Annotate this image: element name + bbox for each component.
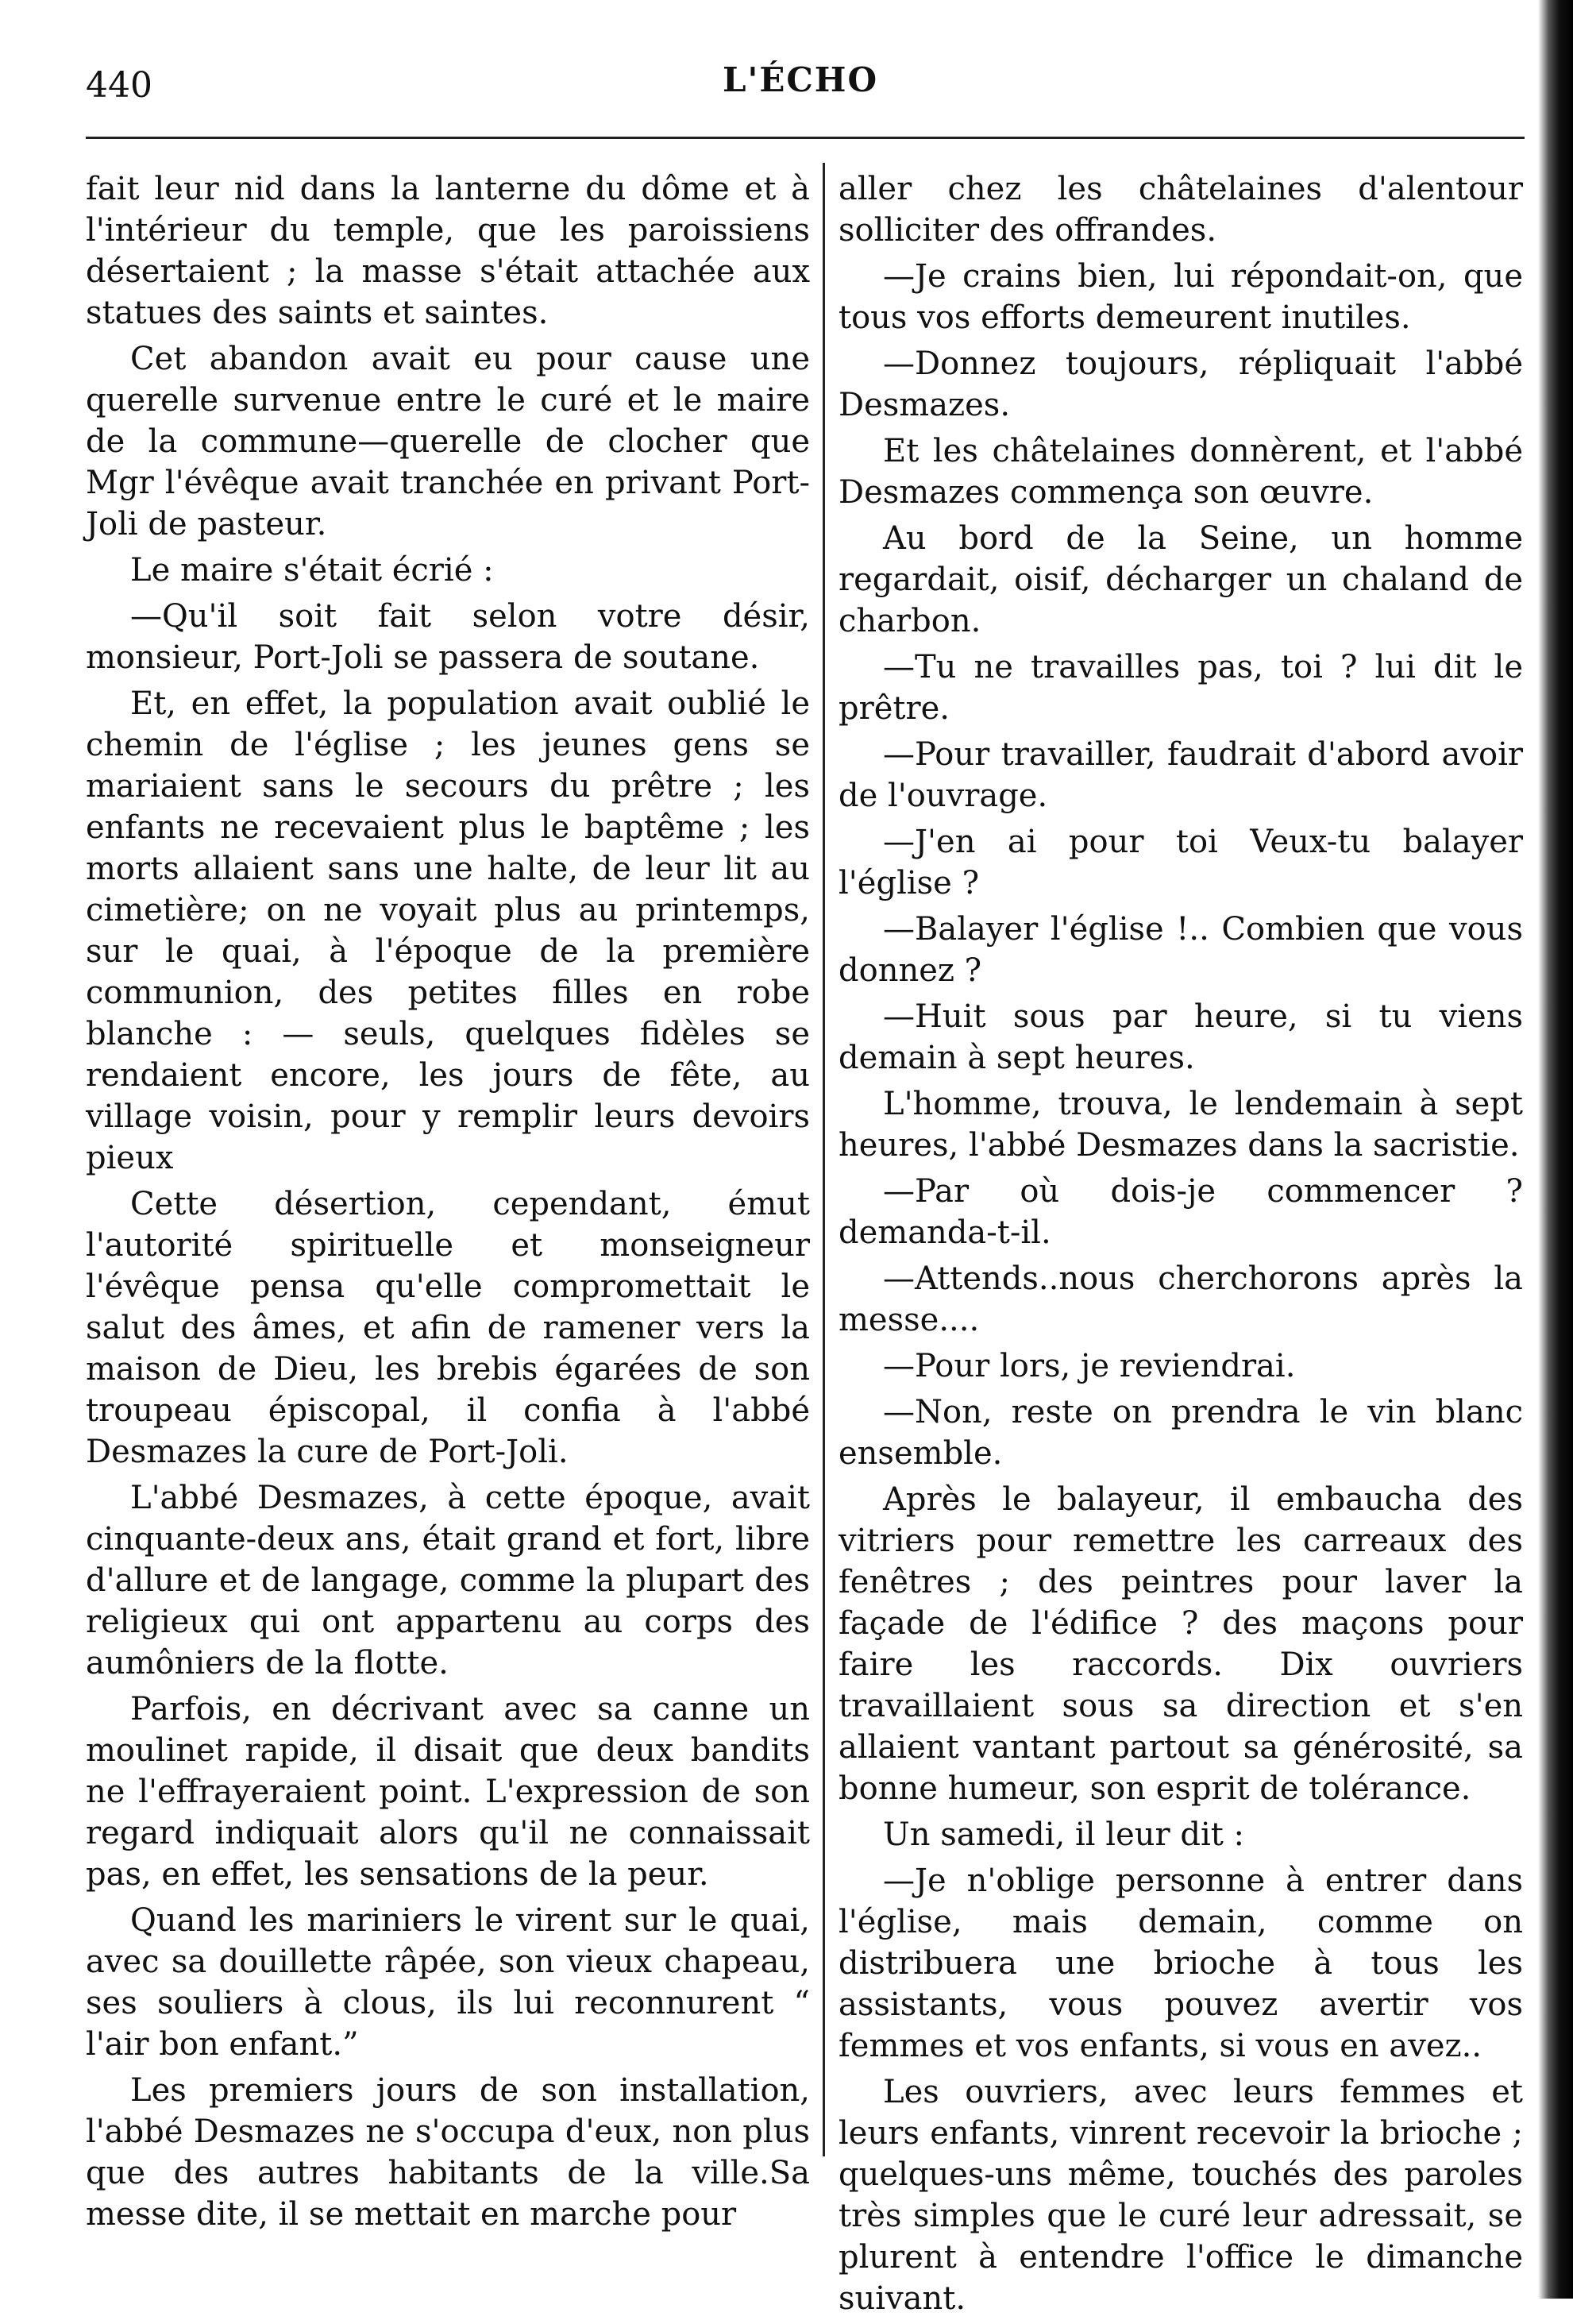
page-number: 440 <box>86 65 152 106</box>
paragraph: —Qu'il soit fait selon votre désir, monsieur, Port-Joli se passera de soutane. <box>86 598 810 676</box>
paragraph: —Donnez toujours, répliquait l'abbé Desmazes. <box>839 346 1523 423</box>
page-header <box>86 57 1515 113</box>
paragraph: —Je n'oblige personne à entrer dans l'église, mais demain, comme on distribuera une brioche à tous les assistants, vous pouvez avertir vos femmes et vos enfants, si vous en avez.. <box>839 1863 1523 2064</box>
paragraph: L'abbé Desmazes, à cette époque, avait cinquante-deux ans, était grand et fort, libre d'allure et de langage, comme la plupart des religieux qui ont appartenu au corps des aumôniers de la flotte. <box>86 1480 810 1681</box>
column-divider <box>823 163 825 2156</box>
paragraph: —Balayer l'église !.. Combien que vous donnez ? <box>839 911 1523 989</box>
paragraph: Au bord de la Seine, un homme regardait, oisif, décharger un chaland de charbon. <box>839 520 1523 639</box>
running-title: L'ÉCHO <box>722 60 879 99</box>
paragraph: L'homme, trouva, le lendemain à sept heures, l'abbé Desmazes dans la sacristie. <box>839 1086 1523 1164</box>
right-column <box>839 168 1523 2324</box>
paragraph: —Pour travailler, faudrait d'abord avoir de l'ouvrage. <box>839 736 1523 814</box>
paragraph: —Par où dois-je commencer ? demanda-t-il. <box>839 1173 1523 1251</box>
left-column <box>86 168 810 2240</box>
paragraph: —Je crains bien, lui répondait-on, que tous vos efforts demeurent inutiles. <box>839 258 1523 336</box>
paragraph: —Pour lors, je reviendrai. <box>883 1348 1296 1384</box>
paragraph: —Attends..nous cherchorons après la messe.... <box>839 1260 1523 1338</box>
paragraph: Parfois, en décrivant avec sa canne un moulinet rapide, il disait que deux bandits ne l'effrayeraient point. L'expression de son regard indiquait alors qu'il ne connaissait pas, en effet, les sensations de la peur. <box>86 1691 810 1893</box>
paragraph: aller chez les châtelaines d'alentour solliciter des offrandes. <box>839 171 1523 249</box>
paragraph: Cet abandon avait eu pour cause une querelle survenue entre le curé et le maire de la commune—querelle de clocher que Mgr l'évêque avait tranchée en privant Port-Joli de pasteur. <box>86 341 810 542</box>
paragraph: Quand les mariniers le virent sur le quai, avec sa douillette râpée, son vieux chapeau, ses souliers à clous, ils lui reconnurent “ l'air bon enfant.” <box>86 1902 810 2063</box>
paragraph: Les premiers jours de son installation, l'abbé Desmazes ne s'occupa d'eux, non plus que des autres habitants de la ville.Sa messe dite, il se mettait en marche pour <box>86 2072 810 2233</box>
paragraph: Un samedi, il leur dit : <box>883 1816 1245 1853</box>
paragraph: Les ouvriers, avec leurs femmes et leurs enfants, vinrent recevoir la brioche ; quelques-uns même, touchés des paroles très simples que le curé leur adressait, se plurent à entendre l'office le dimanche suivant. <box>839 2074 1523 2317</box>
paragraph: —J'en ai pour toi Veux-tu balayer l'église ? <box>839 824 1523 901</box>
paragraph: Le maire s'était écrié : <box>130 552 494 589</box>
paragraph: Après le balayeur, il embaucha des vitriers pour remettre les carreaux des fenêtres ; des peintres pour laver la façade de l'édifice ? des maçons pour faire les raccords. Dix ouvriers travaillaient sous sa direction et s'en allaient vantant partout sa générosité, sa bonne humeur, son esprit de tolérance. <box>839 1481 1523 1807</box>
paragraph: Cette désertion, cependant, émut l'autorité spirituelle et monseigneur l'évêque pensa qu'elle compromettait le salut des âmes, et afin de ramener vers la maison de Dieu, les brebis égarées de son troupeau épiscopal, il confia à l'abbé Desmazes la cure de Port-Joli. <box>86 1186 810 1470</box>
header-rule <box>86 137 1525 139</box>
paragraph: —Non, reste on prendra le vin blanc ensemble. <box>839 1394 1523 1472</box>
paragraph: fait leur nid dans la lanterne du dôme et à l'intérieur du temple, que les paroissiens désertaient ; la masse s'était attachée aux statues des saints et saintes. <box>86 171 810 331</box>
paragraph: Et, en effet, la population avait oublié le chemin de l'église ; les jeunes gens se mariaient sans le secours du prêtre ; les enfants ne recevaient plus le baptême ; les morts allaient sans une halte, de leur lit au cimetière; on ne voyait plus au printemps, sur le quai, à l'époque de la première communion, des petites filles en robe blanche : — seuls, quelques fidèles se rendaient encore, les jours de fête, au village voisin, pour y remplir leurs devoirs pieux <box>86 685 810 1176</box>
paragraph: —Huit sous par heure, si tu viens demain à sept heures. <box>839 998 1523 1076</box>
paragraph: Et les châtelaines donnèrent, et l'abbé Desmazes commença son œuvre. <box>839 433 1523 511</box>
page-edge-shadow <box>1538 0 1573 2299</box>
paragraph: —Tu ne travailles pas, toi ? lui dit le prêtre. <box>839 649 1523 727</box>
